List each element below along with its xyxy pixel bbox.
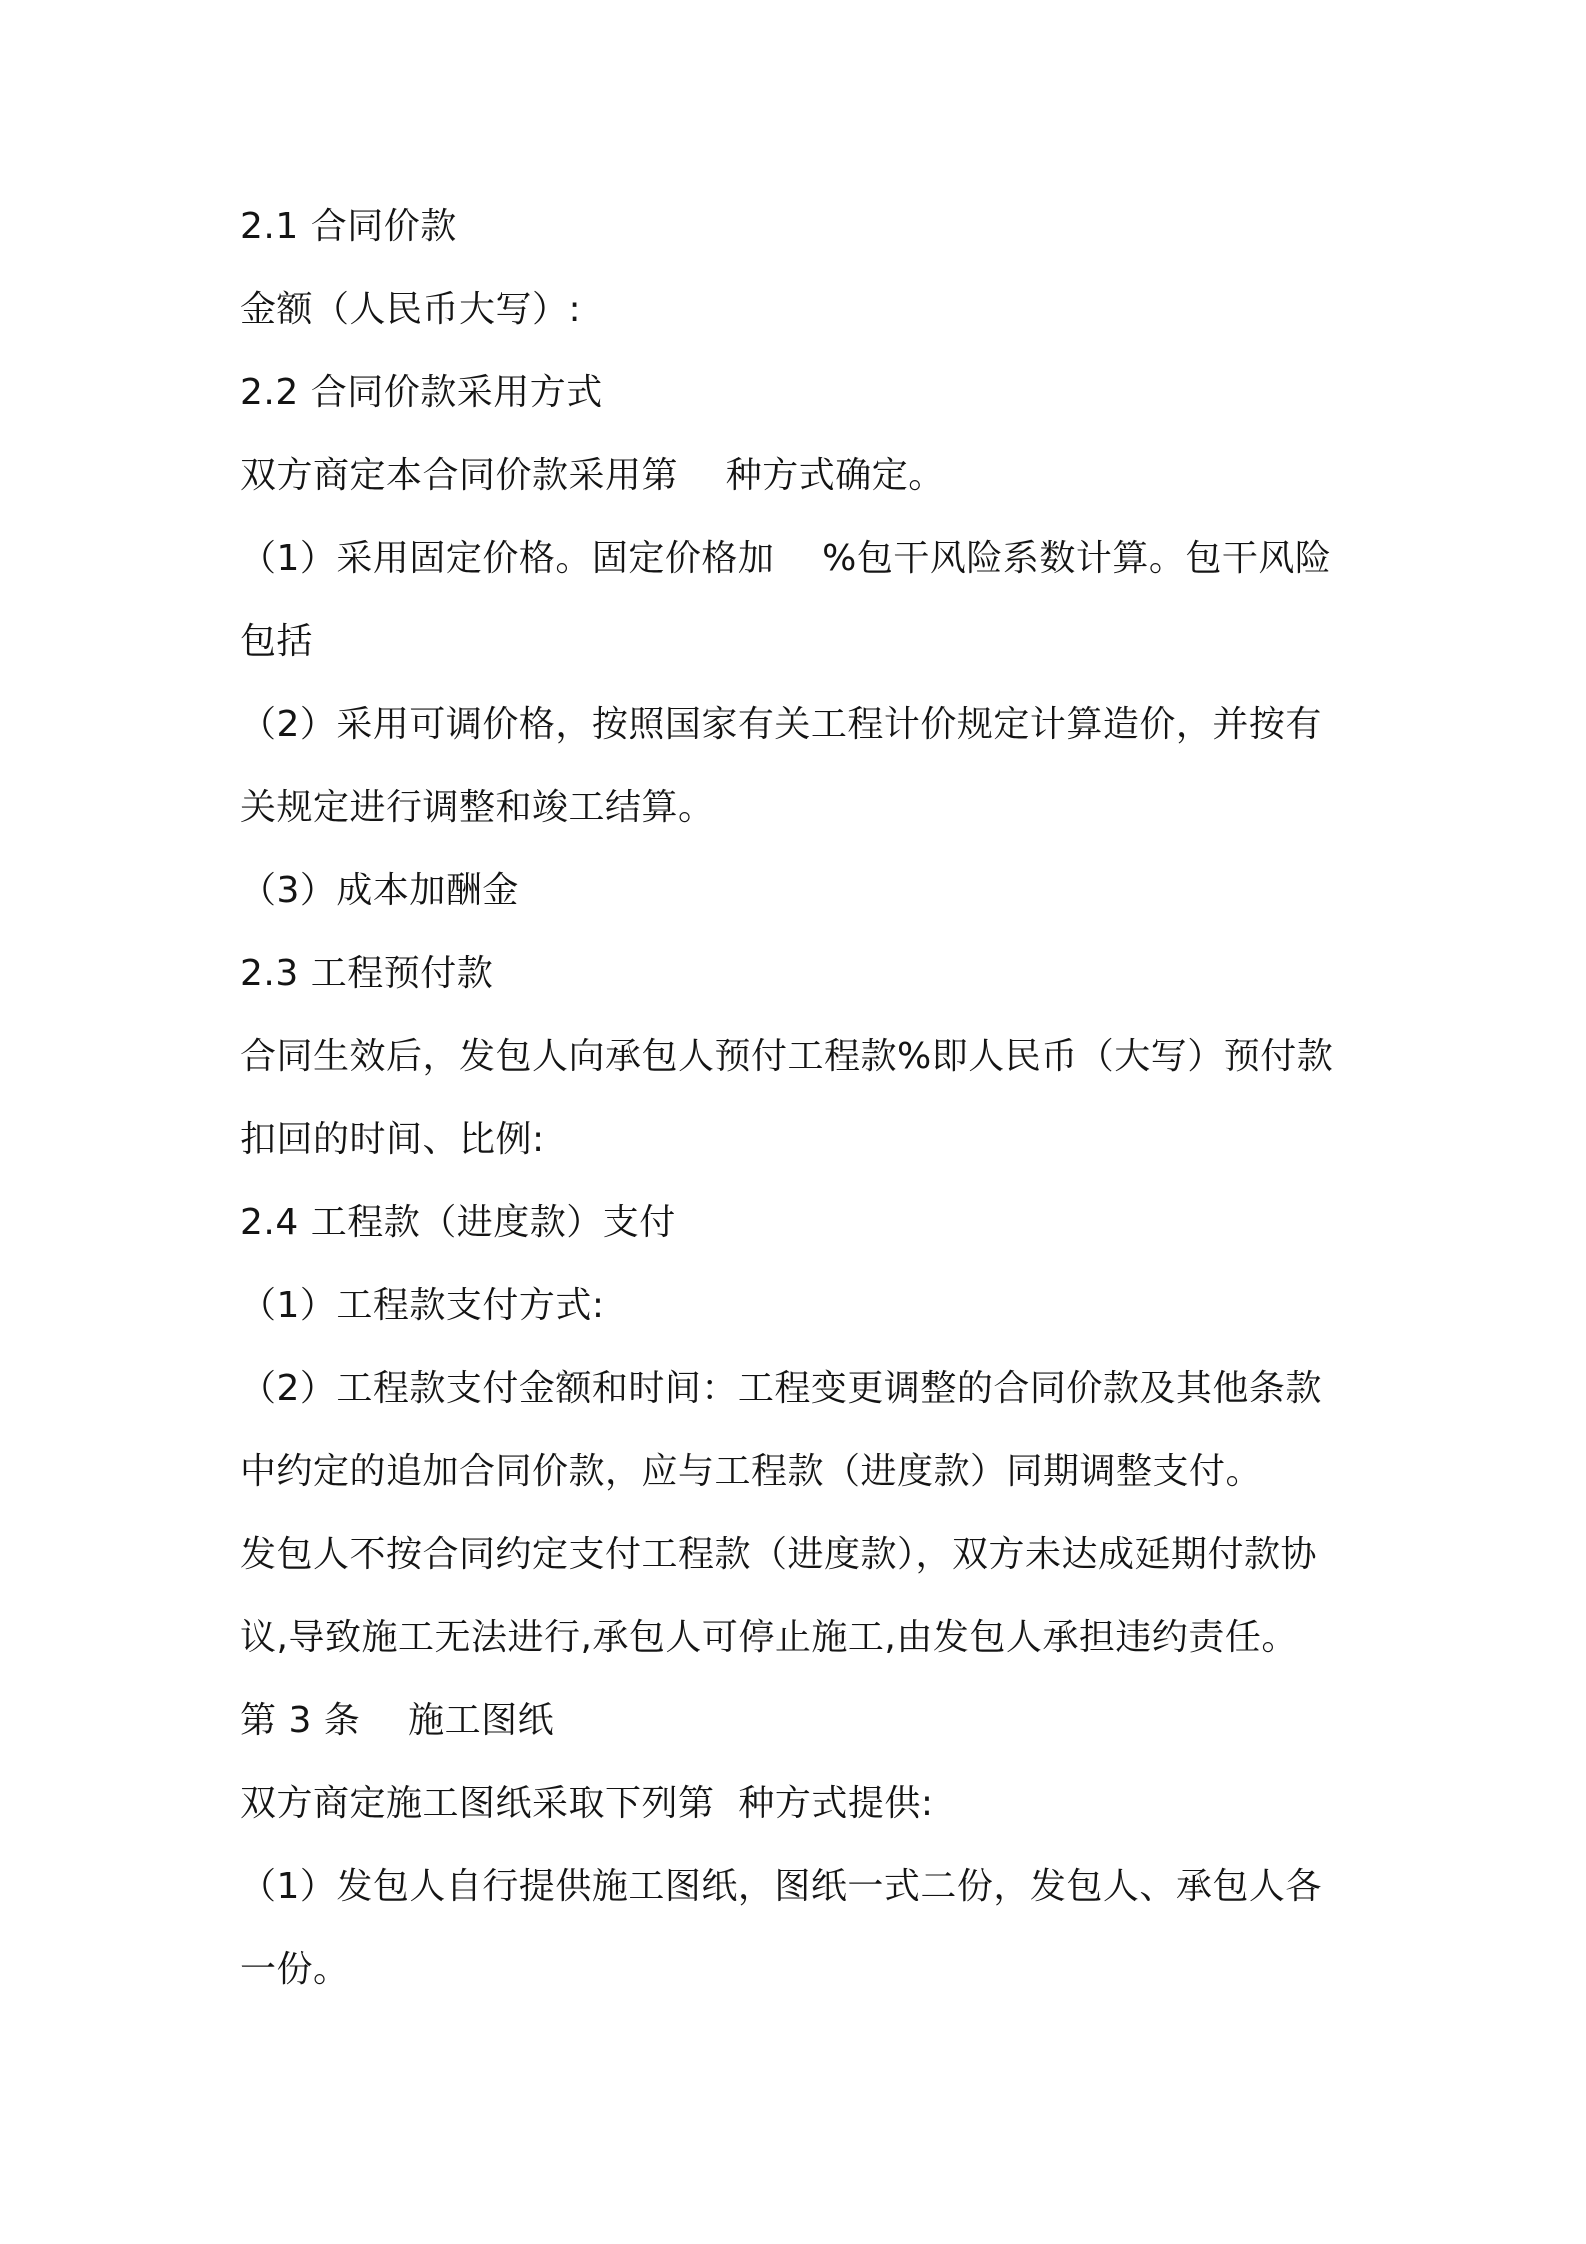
text-line: 合同生效后，发包人向承包人预付工程款%即人民币（大写）预付款 <box>240 1036 1334 1077</box>
text-line: 议,导致施工无法进行,承包人可停止施工,由发包人承担违约责任。 <box>240 1617 1298 1658</box>
heading-2-1: 2.1 合同价款 <box>240 206 457 247</box>
text-line: 发包人不按合同约定支付工程款（进度款），双方未达成延期付款协 <box>240 1534 1318 1575</box>
text-line: 一份。 <box>240 1949 350 1990</box>
text-line: 金额（人民币大写）: <box>240 289 582 330</box>
heading-2-2: 2.2 合同价款采用方式 <box>240 372 603 413</box>
text-line: 双方商定施工图纸采取下列第 种方式提供: <box>240 1783 934 1824</box>
text-line: （1）发包人自行提供施工图纸，图纸一式二份，发包人、承包人各 <box>240 1866 1322 1907</box>
text-line: 双方商定本合同价款采用第 种方式确定。 <box>240 455 945 496</box>
text-line: 关规定进行调整和竣工结算。 <box>240 787 715 828</box>
heading-2-3: 2.3 工程预付款 <box>240 953 494 994</box>
text-line: 扣回的时间、比例: <box>240 1119 545 1160</box>
text-line: （3）成本加酬金 <box>240 870 519 911</box>
text-line: （2）采用可调价格，按照国家有关工程计价规定计算造价，并按有 <box>240 704 1322 745</box>
heading-2-4: 2.4 工程款（进度款）支付 <box>240 1202 676 1243</box>
text-line: 中约定的追加合同价款，应与工程款（进度款）同期调整支付。 <box>240 1451 1263 1492</box>
text-line: 包括 <box>240 621 314 662</box>
text-line: （1）工程款支付方式: <box>240 1285 605 1326</box>
heading-article-3: 第 3 条 施工图纸 <box>240 1700 555 1741</box>
text-line: （1）采用固定价格。固定价格加 %包干风险系数计算。包干风险 <box>240 538 1332 579</box>
text-line: （2）工程款支付金额和时间：工程变更调整的合同价款及其他条款 <box>240 1368 1322 1409</box>
